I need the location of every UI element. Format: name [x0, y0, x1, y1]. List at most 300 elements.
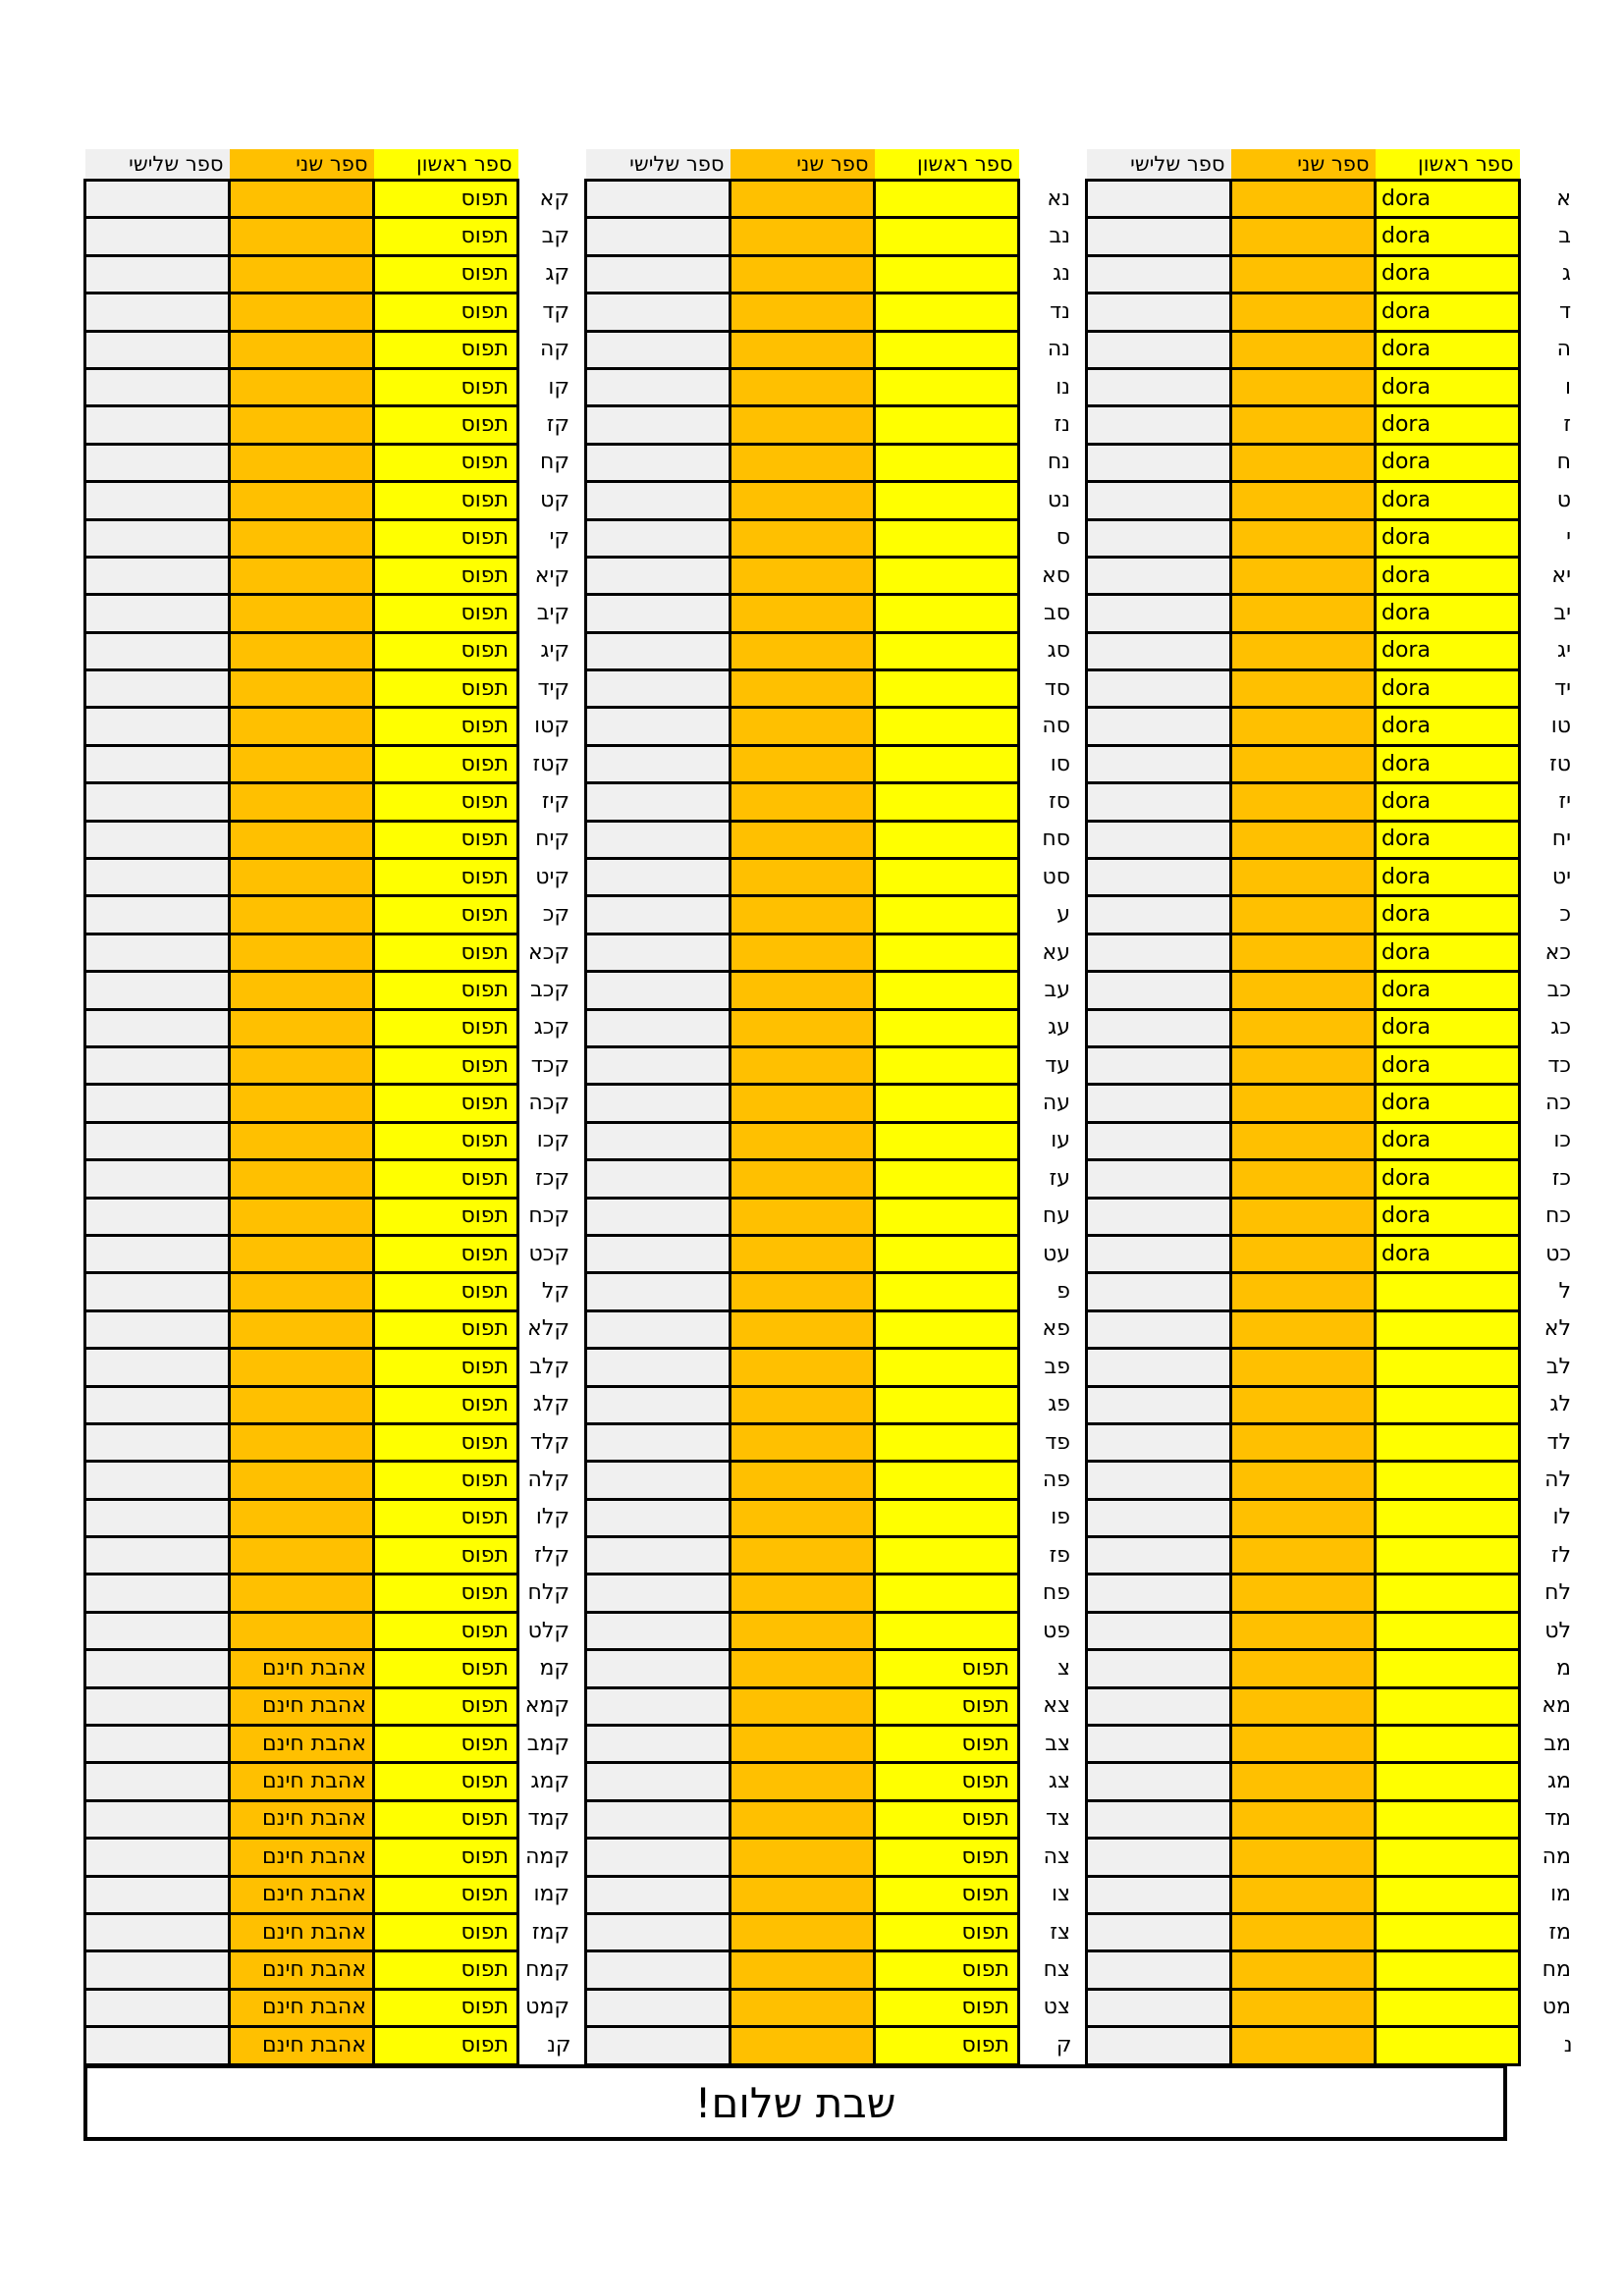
cell-first-book[interactable]: תפוס — [374, 406, 518, 444]
cell-second-book[interactable] — [1231, 1310, 1376, 1348]
cell-second-book[interactable] — [1231, 1160, 1376, 1198]
cell-first-book[interactable] — [875, 1085, 1019, 1122]
cell-third-book[interactable] — [586, 1462, 731, 1499]
cell-second-book[interactable] — [230, 1575, 374, 1612]
cell-third-book[interactable] — [85, 368, 230, 405]
cell-second-book[interactable] — [731, 708, 875, 745]
cell-first-book[interactable] — [875, 934, 1019, 971]
cell-second-book[interactable] — [731, 1273, 875, 1310]
cell-first-book[interactable] — [875, 1423, 1019, 1461]
cell-first-book[interactable] — [1376, 1913, 1520, 1950]
cell-first-book[interactable]: תפוס — [374, 1310, 518, 1348]
cell-third-book[interactable] — [85, 1462, 230, 1499]
cell-third-book[interactable] — [586, 1122, 731, 1159]
cell-first-book[interactable]: תפוס — [374, 670, 518, 708]
cell-second-book[interactable] — [731, 1989, 875, 2026]
cell-second-book[interactable] — [731, 294, 875, 331]
cell-second-book[interactable] — [230, 1160, 374, 1198]
cell-first-book[interactable]: תפוס — [374, 896, 518, 934]
cell-third-book[interactable] — [85, 1989, 230, 2026]
cell-second-book[interactable] — [1231, 1989, 1376, 2026]
cell-first-book[interactable]: תפוס — [875, 1839, 1019, 1876]
cell-second-book[interactable]: אהבת חינם — [230, 1800, 374, 1838]
cell-third-book[interactable] — [586, 595, 731, 632]
cell-third-book[interactable] — [85, 1499, 230, 1536]
cell-third-book[interactable] — [85, 1726, 230, 1763]
cell-first-book[interactable] — [1376, 1386, 1520, 1423]
cell-first-book[interactable] — [875, 1310, 1019, 1348]
cell-second-book[interactable] — [230, 181, 374, 218]
cell-third-book[interactable] — [1087, 1800, 1231, 1838]
cell-second-book[interactable] — [230, 1235, 374, 1272]
cell-third-book[interactable] — [1087, 519, 1231, 557]
cell-second-book[interactable] — [1231, 519, 1376, 557]
cell-first-book[interactable] — [875, 1575, 1019, 1612]
cell-third-book[interactable] — [1087, 1462, 1231, 1499]
cell-third-book[interactable] — [1087, 1876, 1231, 1913]
cell-second-book[interactable] — [1231, 859, 1376, 896]
cell-third-book[interactable] — [1087, 1989, 1231, 2026]
cell-third-book[interactable] — [1087, 255, 1231, 293]
cell-first-book[interactable] — [1376, 1876, 1520, 1913]
cell-first-book[interactable]: dora — [1376, 294, 1520, 331]
cell-third-book[interactable] — [1087, 1763, 1231, 1800]
cell-second-book[interactable] — [230, 670, 374, 708]
cell-first-book[interactable] — [875, 1009, 1019, 1046]
cell-second-book[interactable]: אהבת חינם — [230, 1989, 374, 2026]
cell-first-book[interactable]: dora — [1376, 519, 1520, 557]
cell-first-book[interactable] — [875, 708, 1019, 745]
cell-third-book[interactable] — [586, 1009, 731, 1046]
cell-third-book[interactable] — [586, 1423, 731, 1461]
cell-second-book[interactable]: אהבת חינם — [230, 1951, 374, 1989]
cell-third-book[interactable] — [1087, 972, 1231, 1009]
cell-first-book[interactable]: תפוס — [875, 1763, 1019, 1800]
cell-third-book[interactable] — [85, 783, 230, 821]
cell-second-book[interactable] — [230, 972, 374, 1009]
cell-second-book[interactable] — [230, 821, 374, 858]
cell-third-book[interactable] — [85, 972, 230, 1009]
cell-third-book[interactable] — [85, 218, 230, 255]
cell-third-book[interactable] — [586, 745, 731, 782]
cell-first-book[interactable] — [1376, 1423, 1520, 1461]
cell-first-book[interactable] — [875, 181, 1019, 218]
cell-first-book[interactable] — [1376, 1273, 1520, 1310]
cell-third-book[interactable] — [1087, 1951, 1231, 1989]
cell-first-book[interactable] — [875, 670, 1019, 708]
cell-third-book[interactable] — [85, 557, 230, 594]
cell-third-book[interactable] — [85, 1122, 230, 1159]
cell-first-book[interactable] — [875, 519, 1019, 557]
cell-second-book[interactable] — [731, 896, 875, 934]
cell-first-book[interactable] — [875, 632, 1019, 669]
cell-first-book[interactable]: תפוס — [374, 708, 518, 745]
cell-third-book[interactable] — [1087, 1726, 1231, 1763]
cell-first-book[interactable]: תפוס — [374, 1235, 518, 1272]
cell-third-book[interactable] — [1087, 181, 1231, 218]
cell-third-book[interactable] — [85, 1085, 230, 1122]
cell-second-book[interactable] — [731, 1839, 875, 1876]
cell-first-book[interactable]: dora — [1376, 1198, 1520, 1235]
cell-third-book[interactable] — [1087, 1046, 1231, 1084]
cell-second-book[interactable] — [731, 1575, 875, 1612]
cell-first-book[interactable]: תפוס — [374, 1800, 518, 1838]
cell-first-book[interactable]: תפוס — [374, 1273, 518, 1310]
cell-third-book[interactable] — [586, 294, 731, 331]
cell-first-book[interactable]: תפוס — [374, 255, 518, 293]
cell-first-book[interactable]: תפוס — [875, 1913, 1019, 1950]
cell-first-book[interactable]: dora — [1376, 1085, 1520, 1122]
cell-third-book[interactable] — [1087, 1575, 1231, 1612]
cell-third-book[interactable] — [1087, 1009, 1231, 1046]
cell-first-book[interactable]: dora — [1376, 218, 1520, 255]
cell-first-book[interactable]: תפוס — [374, 821, 518, 858]
cell-first-book[interactable]: תפוס — [374, 1575, 518, 1612]
cell-first-book[interactable] — [875, 1198, 1019, 1235]
cell-third-book[interactable] — [586, 1499, 731, 1536]
cell-third-book[interactable] — [586, 368, 731, 405]
cell-first-book[interactable]: תפוס — [374, 1650, 518, 1687]
cell-second-book[interactable] — [1231, 1085, 1376, 1122]
cell-second-book[interactable] — [230, 406, 374, 444]
cell-first-book[interactable] — [875, 1462, 1019, 1499]
cell-second-book[interactable] — [731, 1537, 875, 1575]
cell-second-book[interactable] — [731, 1122, 875, 1159]
cell-second-book[interactable] — [1231, 1763, 1376, 1800]
cell-first-book[interactable] — [1376, 1687, 1520, 1725]
cell-third-book[interactable] — [85, 1009, 230, 1046]
cell-second-book[interactable] — [230, 1386, 374, 1423]
cell-second-book[interactable] — [731, 1687, 875, 1725]
cell-second-book[interactable] — [731, 821, 875, 858]
cell-second-book[interactable] — [230, 745, 374, 782]
cell-second-book[interactable] — [731, 1726, 875, 1763]
cell-third-book[interactable] — [85, 1800, 230, 1838]
cell-second-book[interactable] — [1231, 557, 1376, 594]
cell-second-book[interactable] — [230, 708, 374, 745]
cell-second-book[interactable] — [230, 859, 374, 896]
cell-first-book[interactable] — [1376, 1800, 1520, 1838]
cell-third-book[interactable] — [586, 708, 731, 745]
cell-second-book[interactable]: אהבת חינם — [230, 1726, 374, 1763]
cell-first-book[interactable]: dora — [1376, 670, 1520, 708]
cell-second-book[interactable] — [1231, 1462, 1376, 1499]
cell-second-book[interactable] — [731, 1913, 875, 1950]
cell-first-book[interactable] — [1376, 1537, 1520, 1575]
cell-first-book[interactable]: תפוס — [374, 1009, 518, 1046]
cell-first-book[interactable] — [1376, 1462, 1520, 1499]
cell-second-book[interactable] — [731, 1462, 875, 1499]
cell-second-book[interactable] — [1231, 1612, 1376, 1649]
cell-first-book[interactable]: תפוס — [374, 1386, 518, 1423]
cell-second-book[interactable] — [1231, 821, 1376, 858]
cell-third-book[interactable] — [586, 519, 731, 557]
cell-first-book[interactable]: dora — [1376, 557, 1520, 594]
cell-third-book[interactable] — [85, 1273, 230, 1310]
cell-first-book[interactable] — [1376, 1349, 1520, 1386]
cell-first-book[interactable]: dora — [1376, 255, 1520, 293]
cell-third-book[interactable] — [85, 1198, 230, 1235]
cell-first-book[interactable]: תפוס — [374, 1839, 518, 1876]
cell-third-book[interactable] — [586, 255, 731, 293]
cell-third-book[interactable] — [586, 482, 731, 519]
cell-second-book[interactable] — [731, 1612, 875, 1649]
cell-first-book[interactable]: dora — [1376, 896, 1520, 934]
cell-first-book[interactable] — [875, 1235, 1019, 1272]
cell-second-book[interactable] — [1231, 1537, 1376, 1575]
cell-second-book[interactable] — [1231, 783, 1376, 821]
cell-first-book[interactable]: תפוס — [374, 1913, 518, 1950]
cell-third-book[interactable] — [1087, 1122, 1231, 1159]
cell-second-book[interactable] — [731, 1423, 875, 1461]
cell-third-book[interactable] — [586, 1839, 731, 1876]
cell-third-book[interactable] — [85, 859, 230, 896]
cell-second-book[interactable] — [731, 972, 875, 1009]
cell-second-book[interactable] — [731, 181, 875, 218]
cell-third-book[interactable] — [586, 1989, 731, 2026]
cell-second-book[interactable] — [1231, 2027, 1376, 2064]
cell-third-book[interactable] — [1087, 783, 1231, 821]
cell-third-book[interactable] — [1087, 1839, 1231, 1876]
cell-third-book[interactable] — [586, 1726, 731, 1763]
cell-first-book[interactable] — [875, 1122, 1019, 1159]
cell-first-book[interactable] — [875, 557, 1019, 594]
cell-third-book[interactable] — [85, 1876, 230, 1913]
cell-third-book[interactable] — [85, 294, 230, 331]
cell-first-book[interactable]: תפוס — [374, 1462, 518, 1499]
cell-second-book[interactable]: אהבת חינם — [230, 1913, 374, 1950]
cell-second-book[interactable] — [731, 1046, 875, 1084]
cell-first-book[interactable]: תפוס — [875, 1726, 1019, 1763]
cell-third-book[interactable] — [586, 181, 731, 218]
cell-first-book[interactable]: תפוס — [875, 1876, 1019, 1913]
cell-second-book[interactable] — [1231, 1800, 1376, 1838]
cell-second-book[interactable] — [1231, 218, 1376, 255]
cell-third-book[interactable] — [1087, 670, 1231, 708]
cell-first-book[interactable] — [875, 368, 1019, 405]
cell-second-book[interactable] — [1231, 406, 1376, 444]
cell-first-book[interactable]: תפוס — [374, 368, 518, 405]
cell-third-book[interactable] — [1087, 708, 1231, 745]
cell-third-book[interactable] — [85, 1650, 230, 1687]
cell-third-book[interactable] — [85, 331, 230, 368]
cell-first-book[interactable]: תפוס — [875, 1687, 1019, 1725]
cell-first-book[interactable] — [875, 595, 1019, 632]
cell-third-book[interactable] — [1087, 1537, 1231, 1575]
cell-second-book[interactable] — [1231, 632, 1376, 669]
cell-second-book[interactable] — [731, 859, 875, 896]
cell-third-book[interactable] — [586, 896, 731, 934]
cell-second-book[interactable] — [731, 1763, 875, 1800]
cell-second-book[interactable] — [1231, 1009, 1376, 1046]
cell-third-book[interactable] — [586, 1085, 731, 1122]
cell-first-book[interactable]: dora — [1376, 406, 1520, 444]
cell-first-book[interactable]: dora — [1376, 821, 1520, 858]
cell-third-book[interactable] — [586, 670, 731, 708]
cell-first-book[interactable]: תפוס — [374, 557, 518, 594]
cell-second-book[interactable] — [1231, 972, 1376, 1009]
cell-third-book[interactable] — [1087, 444, 1231, 481]
cell-first-book[interactable] — [875, 482, 1019, 519]
cell-third-book[interactable] — [85, 444, 230, 481]
cell-first-book[interactable]: תפוס — [374, 1612, 518, 1649]
cell-second-book[interactable] — [731, 670, 875, 708]
cell-third-book[interactable] — [1087, 1650, 1231, 1687]
cell-first-book[interactable] — [1376, 1726, 1520, 1763]
cell-first-book[interactable] — [875, 444, 1019, 481]
cell-first-book[interactable] — [875, 745, 1019, 782]
cell-third-book[interactable] — [586, 1160, 731, 1198]
cell-first-book[interactable]: dora — [1376, 482, 1520, 519]
cell-second-book[interactable] — [731, 783, 875, 821]
cell-third-book[interactable] — [85, 1537, 230, 1575]
cell-second-book[interactable] — [230, 934, 374, 971]
cell-third-book[interactable] — [1087, 1310, 1231, 1348]
cell-first-book[interactable] — [875, 1046, 1019, 1084]
cell-second-book[interactable] — [1231, 1122, 1376, 1159]
cell-third-book[interactable] — [586, 934, 731, 971]
cell-second-book[interactable] — [230, 1085, 374, 1122]
cell-third-book[interactable] — [586, 1349, 731, 1386]
cell-third-book[interactable] — [586, 1273, 731, 1310]
cell-third-book[interactable] — [586, 1575, 731, 1612]
cell-third-book[interactable] — [1087, 331, 1231, 368]
cell-third-book[interactable] — [1087, 1349, 1231, 1386]
cell-second-book[interactable] — [731, 331, 875, 368]
cell-third-book[interactable] — [85, 181, 230, 218]
cell-third-book[interactable] — [1087, 218, 1231, 255]
cell-first-book[interactable]: dora — [1376, 859, 1520, 896]
cell-first-book[interactable]: תפוס — [875, 1650, 1019, 1687]
cell-third-book[interactable] — [586, 1687, 731, 1725]
cell-second-book[interactable] — [1231, 708, 1376, 745]
cell-second-book[interactable] — [731, 368, 875, 405]
cell-third-book[interactable] — [1087, 1235, 1231, 1272]
cell-first-book[interactable]: תפוס — [875, 1800, 1019, 1838]
cell-third-book[interactable] — [85, 255, 230, 293]
cell-first-book[interactable]: תפוס — [875, 1951, 1019, 1989]
cell-first-book[interactable] — [875, 1349, 1019, 1386]
cell-first-book[interactable] — [875, 1499, 1019, 1536]
cell-third-book[interactable] — [586, 1046, 731, 1084]
cell-third-book[interactable] — [85, 1386, 230, 1423]
cell-second-book[interactable] — [230, 218, 374, 255]
cell-first-book[interactable]: תפוס — [875, 2027, 1019, 2064]
cell-first-book[interactable]: dora — [1376, 934, 1520, 971]
cell-first-book[interactable]: תפוס — [374, 1085, 518, 1122]
cell-third-book[interactable] — [1087, 1085, 1231, 1122]
cell-second-book[interactable] — [731, 1951, 875, 1989]
cell-second-book[interactable] — [1231, 745, 1376, 782]
cell-first-book[interactable]: תפוס — [374, 1046, 518, 1084]
cell-second-book[interactable] — [230, 632, 374, 669]
cell-third-book[interactable] — [586, 1763, 731, 1800]
cell-second-book[interactable] — [731, 1160, 875, 1198]
cell-first-book[interactable] — [875, 896, 1019, 934]
cell-second-book[interactable] — [731, 1650, 875, 1687]
cell-second-book[interactable] — [1231, 181, 1376, 218]
cell-first-book[interactable] — [875, 1273, 1019, 1310]
cell-second-book[interactable] — [731, 444, 875, 481]
cell-first-book[interactable] — [1376, 1989, 1520, 2026]
cell-first-book[interactable] — [1376, 2027, 1520, 2064]
cell-third-book[interactable] — [85, 1310, 230, 1348]
cell-third-book[interactable] — [586, 783, 731, 821]
cell-first-book[interactable]: dora — [1376, 181, 1520, 218]
cell-first-book[interactable]: dora — [1376, 708, 1520, 745]
cell-third-book[interactable] — [1087, 595, 1231, 632]
cell-third-book[interactable] — [586, 632, 731, 669]
cell-first-book[interactable] — [875, 1386, 1019, 1423]
cell-second-book[interactable] — [230, 1499, 374, 1536]
cell-second-book[interactable] — [230, 294, 374, 331]
cell-second-book[interactable] — [1231, 896, 1376, 934]
cell-first-book[interactable]: dora — [1376, 1235, 1520, 1272]
cell-third-book[interactable] — [85, 896, 230, 934]
cell-second-book[interactable] — [230, 1462, 374, 1499]
cell-second-book[interactable] — [230, 331, 374, 368]
cell-second-book[interactable] — [1231, 1687, 1376, 1725]
cell-second-book[interactable] — [230, 255, 374, 293]
cell-second-book[interactable] — [1231, 482, 1376, 519]
cell-third-book[interactable] — [1087, 1386, 1231, 1423]
cell-second-book[interactable] — [1231, 1876, 1376, 1913]
cell-first-book[interactable]: dora — [1376, 972, 1520, 1009]
cell-first-book[interactable]: תפוס — [374, 1763, 518, 1800]
cell-second-book[interactable]: אהבת חינם — [230, 1876, 374, 1913]
cell-second-book[interactable] — [1231, 1499, 1376, 1536]
cell-third-book[interactable] — [85, 2027, 230, 2064]
cell-first-book[interactable] — [875, 821, 1019, 858]
cell-third-book[interactable] — [1087, 1273, 1231, 1310]
cell-third-book[interactable] — [85, 1575, 230, 1612]
cell-first-book[interactable]: תפוס — [374, 331, 518, 368]
cell-third-book[interactable] — [85, 406, 230, 444]
cell-first-book[interactable] — [875, 331, 1019, 368]
cell-third-book[interactable] — [1087, 896, 1231, 934]
cell-third-book[interactable] — [85, 745, 230, 782]
cell-third-book[interactable] — [586, 1876, 731, 1913]
cell-third-book[interactable] — [85, 1612, 230, 1649]
cell-third-book[interactable] — [586, 1537, 731, 1575]
cell-first-book[interactable]: תפוס — [374, 181, 518, 218]
cell-third-book[interactable] — [85, 1763, 230, 1800]
cell-first-book[interactable]: תפוס — [374, 1160, 518, 1198]
cell-second-book[interactable] — [731, 1499, 875, 1536]
cell-first-book[interactable]: תפוס — [374, 632, 518, 669]
cell-first-book[interactable]: תפוס — [374, 1423, 518, 1461]
cell-first-book[interactable] — [1376, 1951, 1520, 1989]
cell-first-book[interactable]: dora — [1376, 331, 1520, 368]
cell-second-book[interactable] — [230, 1537, 374, 1575]
cell-second-book[interactable] — [1231, 1913, 1376, 1950]
cell-third-book[interactable] — [1087, 1913, 1231, 1950]
cell-third-book[interactable] — [586, 1612, 731, 1649]
cell-third-book[interactable] — [586, 859, 731, 896]
cell-second-book[interactable] — [230, 1009, 374, 1046]
cell-third-book[interactable] — [1087, 934, 1231, 971]
cell-third-book[interactable] — [1087, 294, 1231, 331]
cell-second-book[interactable] — [731, 1386, 875, 1423]
cell-second-book[interactable] — [731, 632, 875, 669]
cell-second-book[interactable] — [731, 1876, 875, 1913]
cell-second-book[interactable] — [230, 783, 374, 821]
cell-second-book[interactable] — [731, 2027, 875, 2064]
cell-second-book[interactable] — [1231, 1273, 1376, 1310]
cell-first-book[interactable]: תפוס — [374, 1349, 518, 1386]
cell-second-book[interactable] — [230, 557, 374, 594]
cell-first-book[interactable] — [875, 406, 1019, 444]
